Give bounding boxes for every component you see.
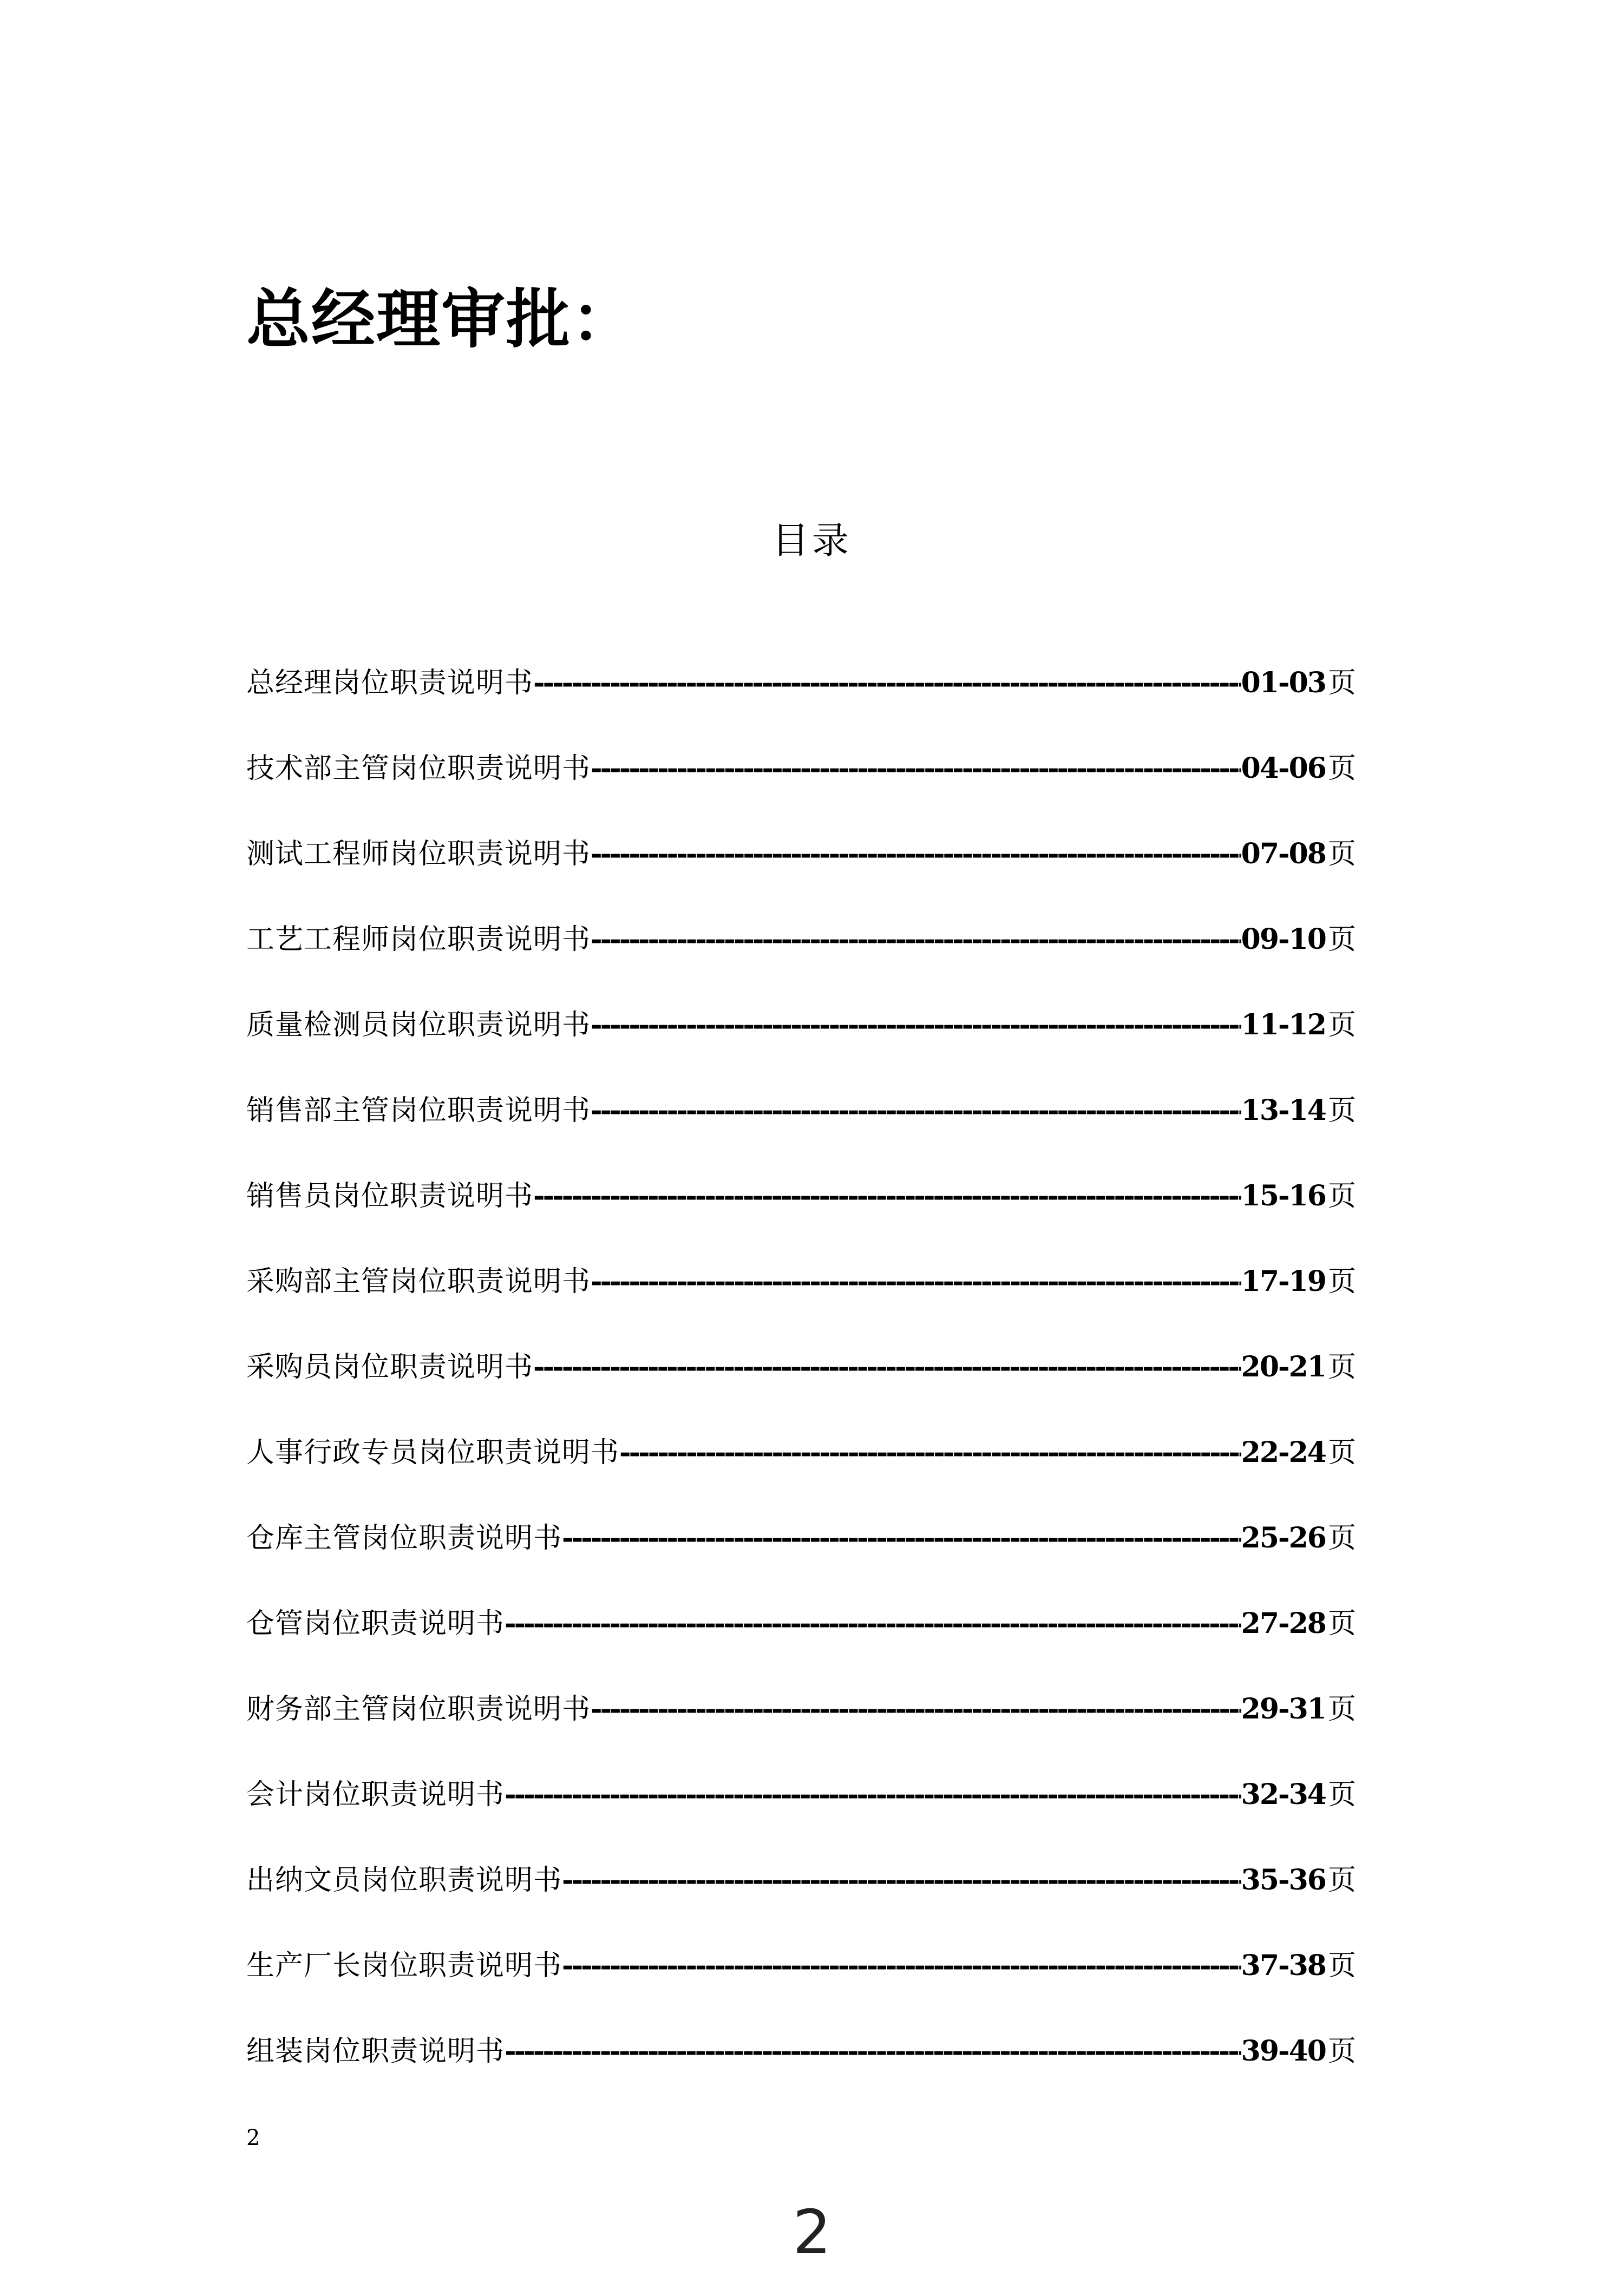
toc-entry-suffix: 页 — [1327, 667, 1356, 699]
toc-entry-label: 生产厂长岗位职责说明书 — [246, 1950, 562, 1982]
toc-entry-leader — [533, 1346, 1241, 1389]
toc-entry-suffix: 页 — [1327, 1009, 1356, 1041]
toc-entry-pages: 09-10 — [1241, 923, 1326, 956]
toc-entry-label: 工艺工程师岗位职责说明书 — [246, 923, 591, 956]
toc-entry — [246, 661, 1356, 747]
toc-entry-leader — [505, 1773, 1241, 1816]
toc-entry-leader — [591, 1688, 1241, 1731]
table-of-contents — [246, 661, 1356, 2115]
toc-entry — [246, 747, 1356, 832]
toc-entry-suffix: 页 — [1327, 1608, 1356, 1640]
toc-entry-pages: 11-12 — [1241, 1008, 1326, 1041]
toc-entry-suffix: 页 — [1327, 2035, 1356, 2068]
toc-entry — [246, 1003, 1356, 1089]
toc-heading: 目录 — [771, 520, 852, 562]
toc-entry-suffix: 页 — [1327, 1950, 1356, 1982]
toc-entry — [246, 1859, 1356, 1944]
toc-entry-label: 技术部主管岗位职责说明书 — [246, 752, 591, 785]
toc-entry-suffix: 页 — [1327, 1265, 1356, 1298]
toc-entry — [246, 1431, 1356, 1517]
toc-entry-suffix: 页 — [1327, 1436, 1356, 1469]
toc-entry — [246, 918, 1356, 1003]
toc-entry-pages: 37-38 — [1241, 1949, 1326, 1982]
toc-entry-leader — [591, 918, 1241, 961]
toc-entry — [246, 1346, 1356, 1431]
toc-entry-label: 会计岗位职责说明书 — [246, 1779, 505, 1811]
toc-entry-pages: 29-31 — [1241, 1693, 1326, 1726]
toc-entry-suffix: 页 — [1327, 752, 1356, 785]
toc-entry — [246, 1688, 1356, 1773]
toc-entry-suffix: 页 — [1327, 1522, 1356, 1554]
toc-entry — [246, 832, 1356, 918]
toc-entry-label: 质量检测员岗位职责说明书 — [246, 1009, 591, 1041]
toc-entry — [246, 1517, 1356, 1602]
toc-entry-leader — [619, 1431, 1241, 1474]
toc-entry-leader — [591, 832, 1241, 876]
toc-entry-pages: 35-36 — [1241, 1864, 1326, 1897]
toc-entry-leader — [591, 747, 1241, 790]
toc-entry-suffix: 页 — [1327, 1094, 1356, 1127]
toc-entry-label: 人事行政专员岗位职责说明书 — [246, 1436, 620, 1469]
toc-entry — [246, 1260, 1356, 1346]
toc-entry-leader — [505, 2030, 1241, 2073]
toc-entry-label: 总经理岗位职责说明书 — [246, 667, 534, 699]
toc-entry-pages: 13-14 — [1241, 1094, 1326, 1127]
toc-entry-suffix: 页 — [1327, 1864, 1356, 1897]
toc-entry-suffix: 页 — [1327, 1180, 1356, 1212]
toc-entry-pages: 17-19 — [1241, 1265, 1326, 1298]
toc-entry-suffix: 页 — [1327, 1779, 1356, 1811]
toc-entry-suffix: 页 — [1327, 1693, 1356, 1726]
toc-entry-pages: 01-03 — [1241, 666, 1326, 699]
toc-entry-leader — [591, 1089, 1241, 1132]
toc-entry-label: 出纳文员岗位职责说明书 — [246, 1864, 562, 1897]
toc-entry-pages: 04-06 — [1241, 752, 1326, 785]
toc-entry-leader — [562, 1944, 1241, 1987]
toc-entry-label: 销售员岗位职责说明书 — [246, 1180, 534, 1212]
toc-entry-suffix: 页 — [1327, 923, 1356, 956]
toc-entry — [246, 1175, 1356, 1260]
toc-entry-label: 销售部主管岗位职责说明书 — [246, 1094, 591, 1127]
toc-entry-pages: 20-21 — [1241, 1350, 1326, 1383]
toc-entry-pages: 39-40 — [1241, 2035, 1326, 2068]
footer-page-number-small: 2 — [246, 2126, 260, 2150]
toc-entry-leader — [591, 1260, 1241, 1303]
toc-entry-label: 测试工程师岗位职责说明书 — [246, 838, 591, 870]
toc-entry-pages: 25-26 — [1241, 1521, 1326, 1554]
toc-entry-label: 财务部主管岗位职责说明书 — [246, 1693, 591, 1726]
toc-entry — [246, 1089, 1356, 1175]
toc-entry-leader — [562, 1517, 1241, 1560]
toc-entry — [246, 2030, 1356, 2115]
toc-entry — [246, 1944, 1356, 2030]
approval-title: 总经理审批： — [246, 282, 637, 357]
toc-entry-leader — [533, 1175, 1241, 1218]
toc-entry-suffix: 页 — [1327, 838, 1356, 870]
toc-entry-leader — [505, 1602, 1241, 1645]
toc-entry-leader — [562, 1859, 1241, 1902]
toc-entry-leader — [533, 661, 1241, 705]
toc-entry-leader — [591, 1003, 1241, 1047]
toc-entry — [246, 1602, 1356, 1688]
toc-entry-label: 组装岗位职责说明书 — [246, 2035, 505, 2068]
toc-entry-label: 采购员岗位职责说明书 — [246, 1351, 534, 1383]
toc-entry-pages: 15-16 — [1241, 1179, 1326, 1212]
toc-entry-pages: 07-08 — [1241, 837, 1326, 870]
toc-entry-pages: 22-24 — [1241, 1436, 1326, 1469]
toc-entry — [246, 1773, 1356, 1859]
toc-entry-suffix: 页 — [1327, 1351, 1356, 1383]
page-number: 2 — [793, 2197, 831, 2268]
toc-entry-pages: 32-34 — [1241, 1778, 1326, 1811]
toc-entry-pages: 27-28 — [1241, 1607, 1326, 1640]
toc-entry-label: 采购部主管岗位职责说明书 — [246, 1265, 591, 1298]
toc-entry-label: 仓库主管岗位职责说明书 — [246, 1522, 562, 1554]
toc-entry-label: 仓管岗位职责说明书 — [246, 1608, 505, 1640]
